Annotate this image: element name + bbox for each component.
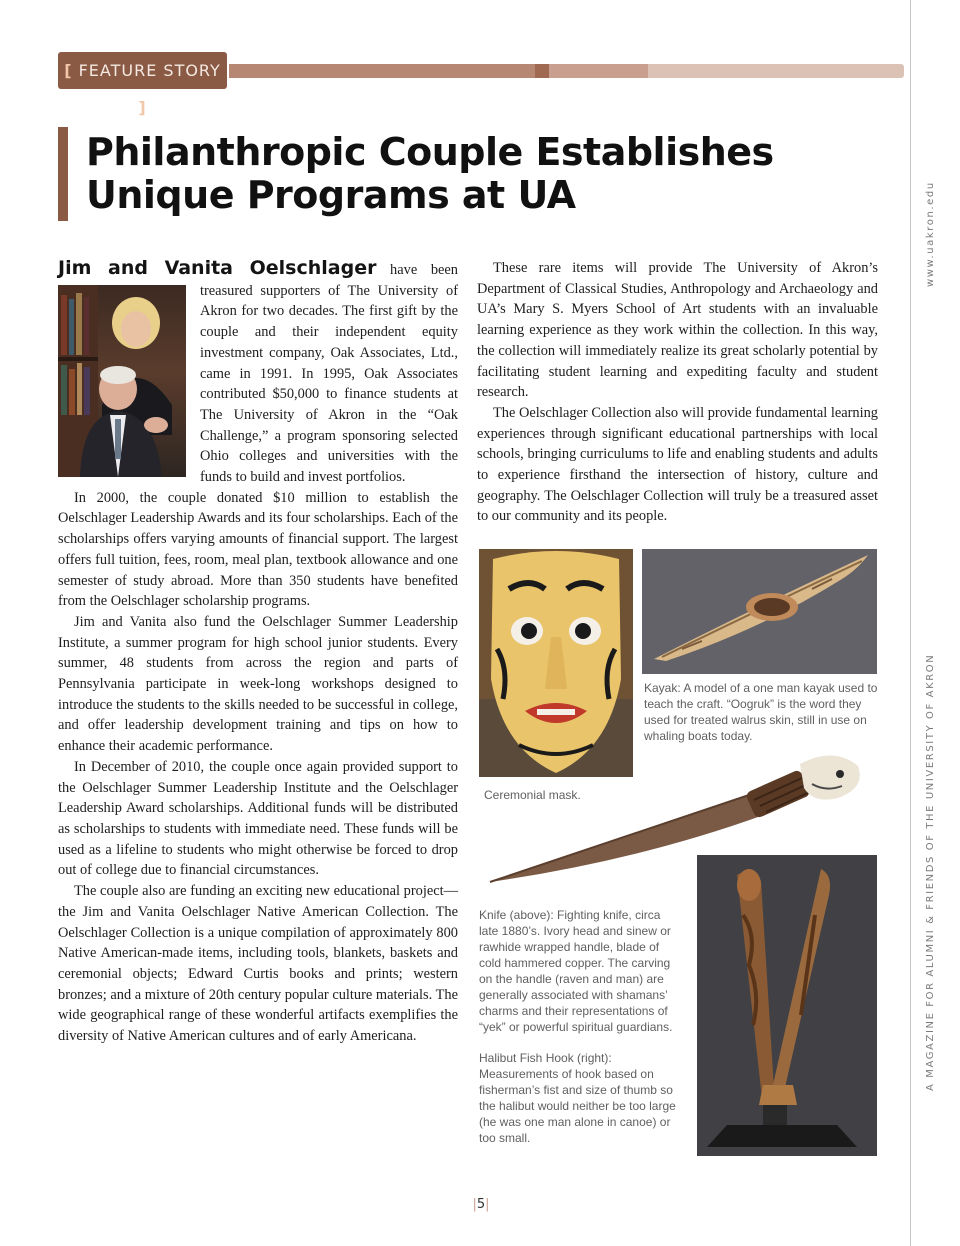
kayak-graphic bbox=[642, 549, 877, 674]
tag-bracket-close: ] bbox=[138, 98, 147, 117]
margin-divider bbox=[910, 0, 911, 1246]
lead-paragraph bbox=[58, 258, 458, 488]
title-line-1: Philanthropic Couple Establishes bbox=[86, 130, 774, 174]
tag-bracket-open: [ bbox=[64, 61, 73, 80]
header-bar-segment bbox=[229, 64, 535, 78]
sidebar-url: www.uakron.edu bbox=[925, 181, 936, 287]
body-paragraph: The couple also are funding an exciting new educational project—the Jim and Vanita Oelschlager Native American Collection. The Oelschlager Collection is a unique compilation of approximately 800 Native American-made items, including tools, blankets, baskets and ceremonial objects; Edward Curtis books and prints; western bronzes; and a mixture of 20th century popular culture materials. The wide geographical range of these wonderful artifacts exemplifies the diversity of Native American cultures and of early Americana. bbox=[58, 883, 458, 1045]
section-tag bbox=[58, 52, 227, 117]
page-number bbox=[466, 1197, 496, 1212]
hook-caption: Halibut Fish Hook (right): Measurements of hook based on fisherman’s fist and size of thumb so the halibut would neither be too large (he was one man alone in canoe) or too small. bbox=[479, 1051, 676, 1145]
sidebar-tagline: A MAGAZINE FOR ALUMNI & FRIENDS OF THE UNIVERSITY OF AKRON bbox=[925, 653, 936, 1091]
page-number-divider: | bbox=[472, 1197, 477, 1212]
article-column-right bbox=[477, 258, 878, 527]
couple-photo-graphic bbox=[58, 285, 186, 477]
body-paragraph: The Oelschlager Collection also will provide fundamental learning experiences through significant educational partnerships with local schools, bringing curriculums to life and enabling students and adults to experience firsthand the intersection of history, culture and geography. The Oelschlager Collection will truly be a treasured asset to our community and its people. bbox=[477, 404, 878, 525]
page-number-divider: | bbox=[485, 1197, 490, 1212]
title-line-2: Unique Programs at UA bbox=[86, 173, 576, 217]
header-bar-segment bbox=[648, 64, 904, 78]
article-column-left bbox=[58, 258, 458, 1047]
couple-photo bbox=[58, 285, 186, 477]
title-accent-bar bbox=[58, 127, 68, 221]
lead-text: have been treasured supporters of The University of Akron for two decades. The first gift by the couple and their independent equity investment company, Oak Associates, Ltd., came in 1991. In 1995, Oak Associates contributed $50,000 to finance students at The University of Akron in the “Oak Challenge,” a program sponsoring selected Ohio colleges and universities with the funds to build and invest portfolios. bbox=[200, 262, 458, 486]
knife-caption: Knife (above): Fighting knife, circa late 1880’s. Ivory head and sinew or rawhide wrapped handle, blade of cold hammered copper. The carving on the handle (raven and man) are generally associated with shamans’ charms and their representations of “yek” or powerful spiritual guardians. bbox=[479, 908, 673, 1034]
page-number-value: 5 bbox=[476, 1197, 486, 1212]
body-paragraph: In December of 2010, the couple once again provided support to the Oelschlager Summer Leadership Institute and the Oelschlager Leadership Award scholarships. Additional funds will be distributed as scholarships to students with immediate need. These funds will be used as a lifeline to students who might otherwise be forced to drop out of college due to financial circumstances. bbox=[58, 758, 458, 879]
header-bar-segment bbox=[535, 64, 549, 78]
header-bar-segment bbox=[549, 64, 648, 78]
kayak-caption: Kayak: A model of a one man kayak used to teach the craft. “Oogruk” is the word they used for treated walrus skin, still in use on whaling boats today. bbox=[644, 681, 878, 743]
body-paragraph: These rare items will provide The University of Akron’s Department of Classical Studies, Anthropology and Archaeology and UA’s Mary S. Myers School of Art students with an invaluable learning experience as they work within the collection. In this way, the collection will immediately realize its great scholarly potential by facilitating student learning and expediting faculty and student research. bbox=[477, 260, 878, 401]
hook-graphic bbox=[697, 855, 877, 1156]
section-label: FEATURE STORY bbox=[78, 61, 221, 80]
mask-caption: Ceremonial mask. bbox=[484, 788, 581, 802]
article-title bbox=[86, 131, 774, 217]
mask-graphic bbox=[479, 549, 633, 777]
kayak-photo bbox=[642, 549, 877, 674]
body-paragraph: In 2000, the couple donated $10 million to establish the Oelschlager Leadership Awards and its four scholarships. Each of the scholarships offers varying amounts of financial support. The largest offers full tuition, fees, room, meal plan, textbook allowance and one semester of study abroad. More than 350 students have benefited from the Oelschlager scholarship programs. bbox=[58, 489, 458, 610]
halibut-hook-photo bbox=[697, 855, 877, 1156]
mask-photo bbox=[479, 549, 633, 777]
lead-name: Jim and Vanita Oelschlager bbox=[58, 257, 377, 279]
body-paragraph: Jim and Vanita also fund the Oelschlager Summer Leadership Institute, a summer program for high school junior students. Every summer, 48 students from across the region and parts of Pennsylvania participate in week-long workshops designed to introduce the students to the skills needed to be successful in college, and offer leadership development training and tips on how to enhance their academic performance. bbox=[58, 613, 458, 755]
